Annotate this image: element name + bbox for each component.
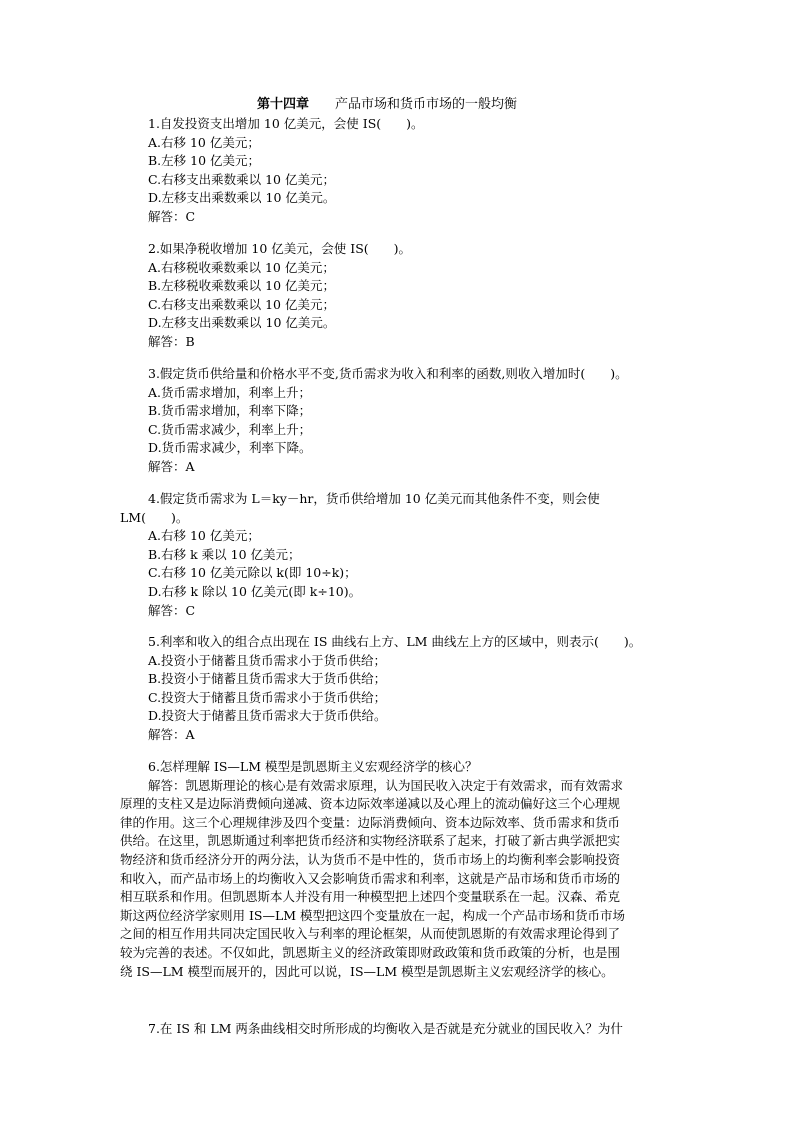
option-a: A.右移税收乘数乘以 10 亿美元； xyxy=(148,259,335,275)
option-d: D.货币需求减少，利率下降。 xyxy=(148,440,312,456)
answer-line: 律的作用。这三个心理规律涉及四个变量：边际消费倾向、资本边际效率、货币需求和货币 xyxy=(120,814,621,830)
question-5 xyxy=(120,633,641,745)
answer-line: 相互联系和作用。但凯恩斯本人并没有用一种模型把上述四个变量联系在一起。汉森、希克 xyxy=(120,889,621,905)
answer: 解答：C xyxy=(148,208,196,224)
answer-line: 较为完善的表述。不仅如此，凯恩斯主义的经济政策即财政政策和货币政策的分析，也是围 xyxy=(120,944,621,960)
option-a: A.右移 10 亿美元； xyxy=(148,134,260,150)
question-4 xyxy=(120,490,600,620)
question-stem-line1: 4.假定货币需求为 L＝ky－hr，货币供给增加 10 亿美元而其他条件不变，则会使 xyxy=(148,491,600,506)
chapter-subject: 产品市场和货币市场的一般均衡 xyxy=(335,97,518,112)
option-a: A.货币需求增加，利率上升； xyxy=(148,384,312,400)
answer-line: 和收入，而产品市场上的均衡收入又会影响货币需求和利率，这就是产品市场和货币市场的 xyxy=(120,870,621,886)
question-stem: 6.怎样理解 IS—LM 模型是凯恩斯主义宏观经济学的核心？ xyxy=(148,759,478,774)
answer-line: 物经济和货币经济分开的两分法，认为货币不是中性的，货币市场上的均衡利率会影响投资 xyxy=(120,851,621,867)
option-d: D.左移支出乘数乘以 10 亿美元。 xyxy=(148,315,336,331)
option-b: B.左移税收乘数乘以 10 亿美元； xyxy=(148,278,336,294)
answer-line: 供给。在这里，凯恩斯通过利率把货币经济和实物经济联系了起来，打破了新古典学派把实 xyxy=(120,833,621,849)
question-stem: 2.如果净税收增加 10 亿美元，会使 IS( )。 xyxy=(148,241,412,256)
answer-line: 绕 IS—LM 模型而展开的，因此可以说，IS—LM 模型是凯恩斯主义宏观经济学的核心。 xyxy=(120,963,614,979)
question-1 xyxy=(120,115,424,227)
option-c: C.右移 10 亿美元除以 k(即 10÷k)； xyxy=(148,565,357,581)
question-stem: 3.假定货币供给量和价格水平不变,货币需求为收入和利率的函数,则收入增加时( )。 xyxy=(148,366,628,381)
question-stem: 5.利率和收入的组合点出现在 IS 曲线右上方、LM 曲线左上方的区域中，则表示( )。 xyxy=(148,634,642,649)
answer-line: 之间的相互作用共同决定国民收入与利率的理论框架，从而使凯恩斯的有效需求理论得到了 xyxy=(120,926,621,942)
question-3 xyxy=(120,365,628,477)
answer: 解答：B xyxy=(148,333,195,349)
answer: 解答：A xyxy=(148,726,195,742)
answer-line: 原理的支柱又是边际消费倾向递减、资本边际效率递减以及心理上的流动偏好这三个心理规 xyxy=(120,796,621,812)
option-b: B.左移 10 亿美元； xyxy=(148,153,261,169)
option-b: B.投资小于储蓄且货币需求大于货币供给； xyxy=(148,671,387,687)
option-a: A.右移 10 亿美元； xyxy=(148,528,260,544)
option-c: C.投资大于储蓄且货币需求小于货币供给； xyxy=(148,689,387,705)
chapter-number: 第十四章 xyxy=(257,97,310,112)
answer: 解答：C xyxy=(148,602,196,618)
answer: 解答：A xyxy=(148,458,195,474)
answer-line: 斯这两位经济学家则用 IS—LM 模型把这四个变量放在一起，构成一个产品市场和货币市场 xyxy=(120,907,626,923)
option-d: D.左移支出乘数乘以 10 亿美元。 xyxy=(148,190,336,206)
option-d: D.右移 k 除以 10 亿美元(即 k÷10)。 xyxy=(148,583,362,599)
answer-line: 解答：凯恩斯理论的核心是有效需求原理，认为国民收入决定于有效需求，而有效需求 xyxy=(148,777,624,793)
option-c: C.右移支出乘数乘以 10 亿美元； xyxy=(148,296,335,312)
option-c: C.货币需求减少，利率上升； xyxy=(148,421,312,437)
question-stem: 7.在 IS 和 LM 两条曲线相交时所形成的均衡收入是否就是充分就业的国民收入？为什 xyxy=(148,1021,623,1036)
option-d: D.投资大于储蓄且货币需求大于货币供给。 xyxy=(148,708,387,724)
question-2 xyxy=(120,240,411,352)
option-c: C.右移支出乘数乘以 10 亿美元； xyxy=(148,171,335,187)
question-stem-line2: LM( )。 xyxy=(120,509,189,525)
question-6 xyxy=(120,758,672,981)
question-stem: 1.自发投资支出增加 10 亿美元，会使 IS( )。 xyxy=(148,116,424,131)
question-7 xyxy=(120,1020,623,1039)
option-a: A.投资小于储蓄且货币需求小于货币供给； xyxy=(148,652,387,668)
option-b: B.货币需求增加，利率下降； xyxy=(148,403,312,419)
option-b: B.右移 k 乘以 10 亿美元； xyxy=(148,546,301,562)
chapter-title xyxy=(257,96,517,114)
